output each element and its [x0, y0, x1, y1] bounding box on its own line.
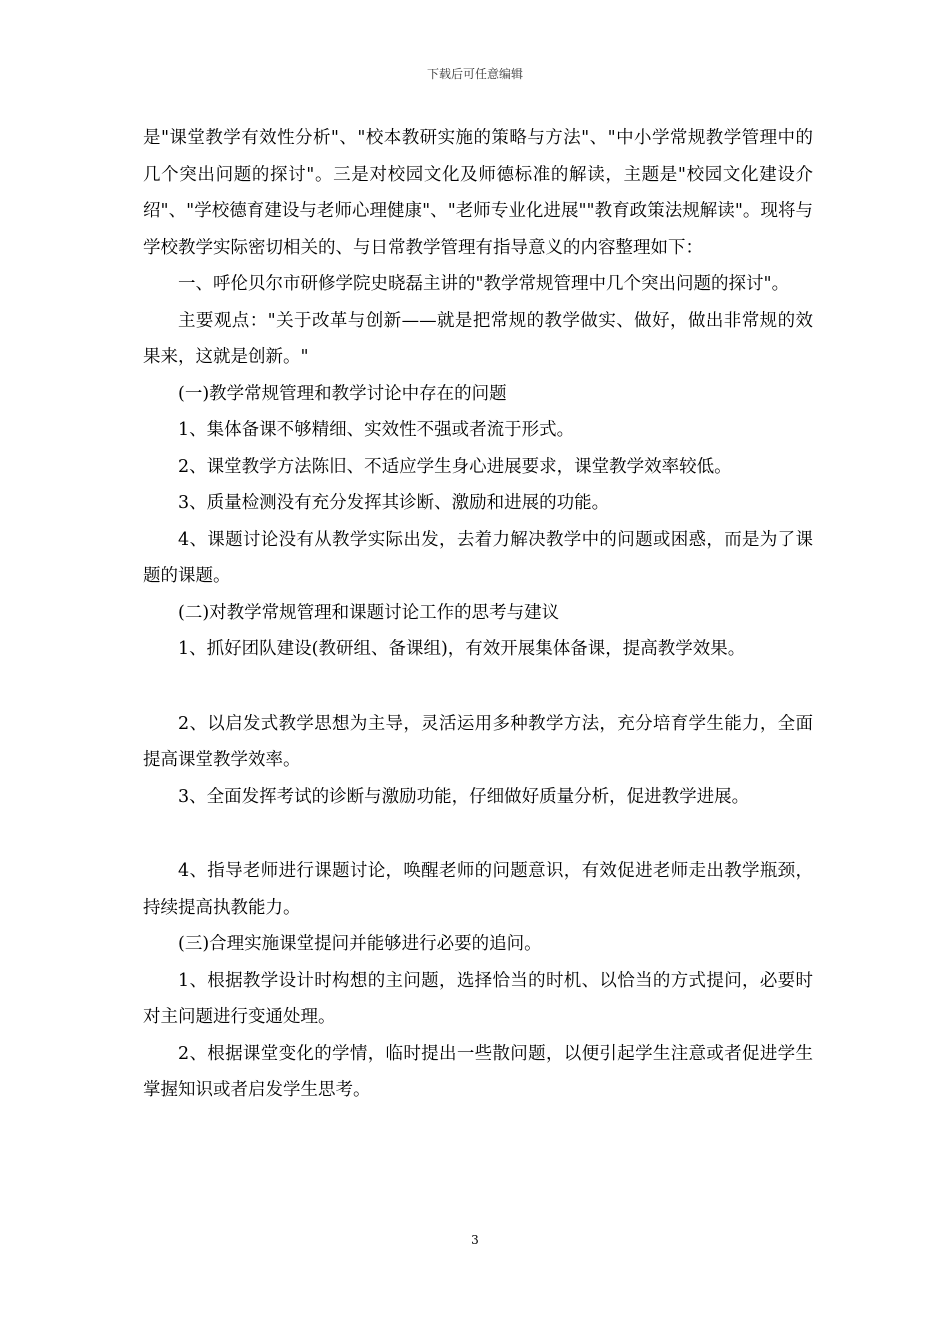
- document-body: [143, 120, 813, 1109]
- page-header: 下载后可任意编辑: [426, 67, 523, 81]
- suggestion-item-2: 2、以启发式教学思想为主导，灵活运用多种教学方法，充分培育学生能力，全面提高课堂教学效率。: [143, 713, 813, 770]
- problem-item-2: 2、课堂教学方法陈旧、不适应学生身心进展要求，课堂教学效率较低。: [178, 456, 732, 477]
- questioning-item-2: 2、根据课堂变化的学情，临时提出一些散问题，以便引起学生注意或者促进学生掌握知识或者启发学生思考。: [143, 1043, 813, 1100]
- section-one-heading: 一、呼伦贝尔市研修学院史晓磊主讲的"教学常规管理中几个突出问题的探讨"。: [178, 274, 790, 294]
- main-viewpoint-paragraph: 主要观点："关于改革与创新——就是把常规的教学做实、做好，做出非常规的效果来，这就是创新。": [143, 310, 813, 367]
- questioning-item-1: 1、根据教学设计时构想的主问题，选择恰当的时机、以恰当的方式提问，必要时对主问题进行变通处理。: [143, 970, 813, 1027]
- problem-item-4: 4、课题讨论没有从教学实际出发，去着力解决教学中的问题或困惑，而是为了课题的课题。: [143, 529, 813, 586]
- suggestion-item-3: 3、全面发挥考试的诊断与激励功能，仔细做好质量分析，促进教学进展。: [178, 786, 750, 807]
- suggestion-item-1: 1、抓好团队建设(教研组、备课组)，有效开展集体备课，提高教学效果。: [178, 639, 746, 659]
- problem-item-3: 3、质量检测没有充分发挥其诊断、激励和进展的功能。: [178, 493, 610, 513]
- suggestion-item-4: 4、指导老师进行课题讨论，唤醒老师的问题意识，有效促进老师走出教学瓶颈，持续提高执教能力。: [143, 861, 813, 918]
- intro-paragraph: 是"课堂教学有效性分析"、"校本教研实施的策略与方法"、"中小学常规教学管理中的几个突出问题的探讨"。三是对校园文化及师德标准的解读，主题是"校园文化建设介绍"、"学校德育建设与老师心理健康"、"老师专业化进展""教育政策法规解读"。现将与学校教学实际密切相关的、与日常教学管理有指导意义的内容整理如下：: [143, 128, 813, 258]
- subsection-three-heading: (三)合理实施课堂提问并能够进行必要的追问。: [178, 934, 542, 954]
- problem-item-1: 1、集体备课不够精细、实效性不强或者流于形式。: [178, 420, 575, 440]
- page-number: 3: [471, 1233, 479, 1247]
- subsection-one-heading: (一)教学常规管理和教学讨论中存在的问题: [178, 383, 507, 404]
- subsection-two-heading: (二)对教学常规管理和课题讨论工作的思考与建议: [178, 602, 560, 623]
